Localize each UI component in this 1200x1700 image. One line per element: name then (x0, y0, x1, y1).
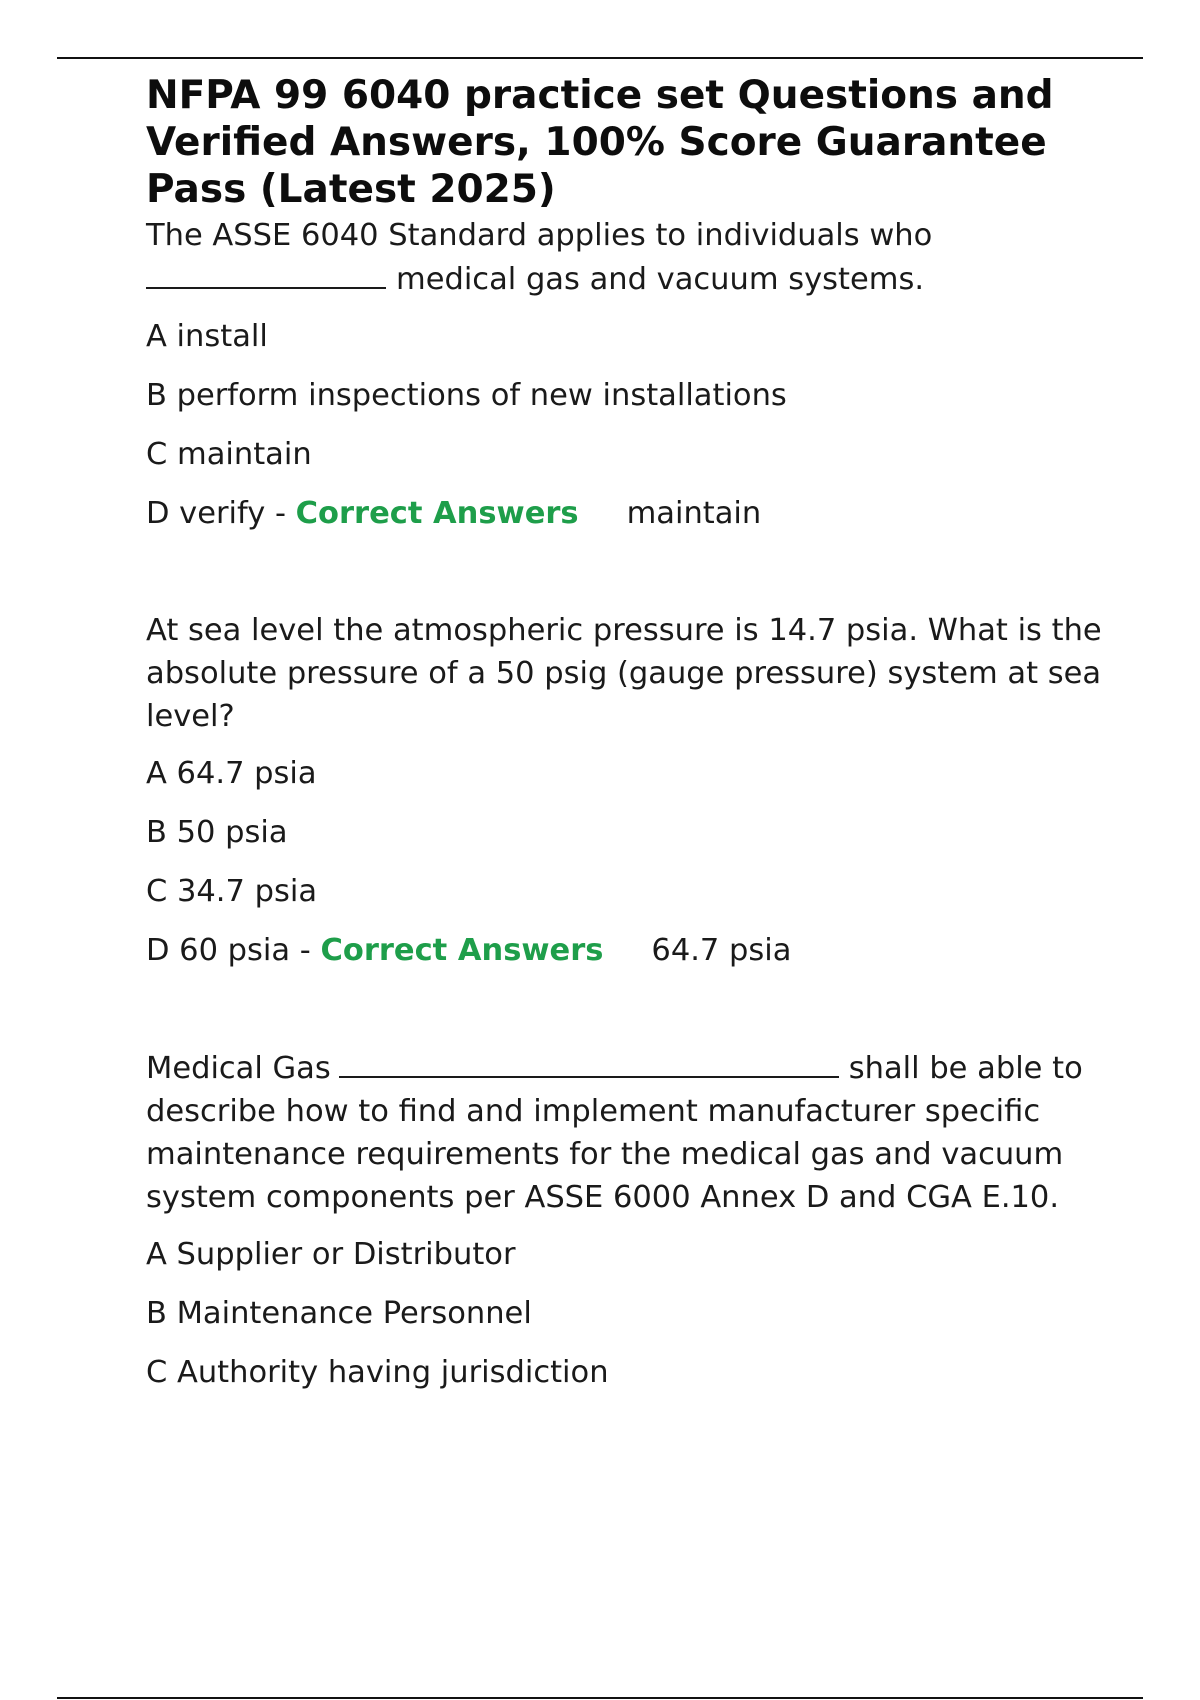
correct-answer-value: maintain (626, 496, 762, 531)
question-2-options (146, 752, 1106, 972)
option-d (146, 492, 1106, 535)
option-a: A Supplier or Distributor (146, 1237, 516, 1272)
option-c: C Authority having jurisdiction (146, 1355, 609, 1390)
question-1-options (146, 315, 1106, 535)
document-page (146, 72, 1106, 1394)
correct-answer-value: 64.7 psia (651, 933, 792, 968)
fill-in-blank (146, 257, 386, 289)
question-3-text-end: shall be able to describe how to find and implement manufacturer specific maintenance requirements for the medical gas and vacuum system components per ASSE 6000 Annex D and CGA E.10. (146, 1051, 1083, 1215)
question-3 (146, 1046, 1106, 1394)
question-2 (146, 609, 1106, 972)
question-1-text-end: medical gas and vacuum systems. (396, 262, 925, 297)
option-c: C 34.7 psia (146, 874, 318, 909)
correct-answers-label: Correct Answers (295, 496, 579, 531)
fill-in-blank (339, 1046, 839, 1078)
bottom-rule (57, 1697, 1143, 1699)
question-3-options (146, 1233, 1106, 1394)
question-2-text: At sea level the atmospheric pressure is 14.7 psia. What is the absolute pressure of a 50 psig (gauge pressure) system at sea level? (146, 613, 1102, 734)
option-b: B perform inspections of new installations (146, 378, 787, 413)
option-b: B Maintenance Personnel (146, 1296, 532, 1331)
document-title: NFPA 99 6040 practice set Questions and Verified Answers, 100% Score Guarantee Pass (Latest 2025) (146, 73, 1054, 212)
option-d-text: D 60 psia - (146, 933, 321, 968)
option-d (146, 929, 1106, 972)
top-rule (57, 57, 1143, 59)
question-1 (146, 214, 1106, 535)
question-3-text (146, 1046, 1106, 1219)
correct-answers-label: Correct Answers (320, 933, 604, 968)
question-1-text (146, 214, 1106, 301)
option-c: C maintain (146, 437, 312, 472)
option-b: B 50 psia (146, 815, 288, 850)
question-1-text-start: The ASSE 6040 Standard applies to individuals who (146, 218, 933, 253)
question-3-text-start: Medical Gas (146, 1051, 331, 1086)
option-d-text: D verify - (146, 496, 296, 531)
option-a: A 64.7 psia (146, 756, 317, 791)
option-a: A install (146, 319, 268, 354)
